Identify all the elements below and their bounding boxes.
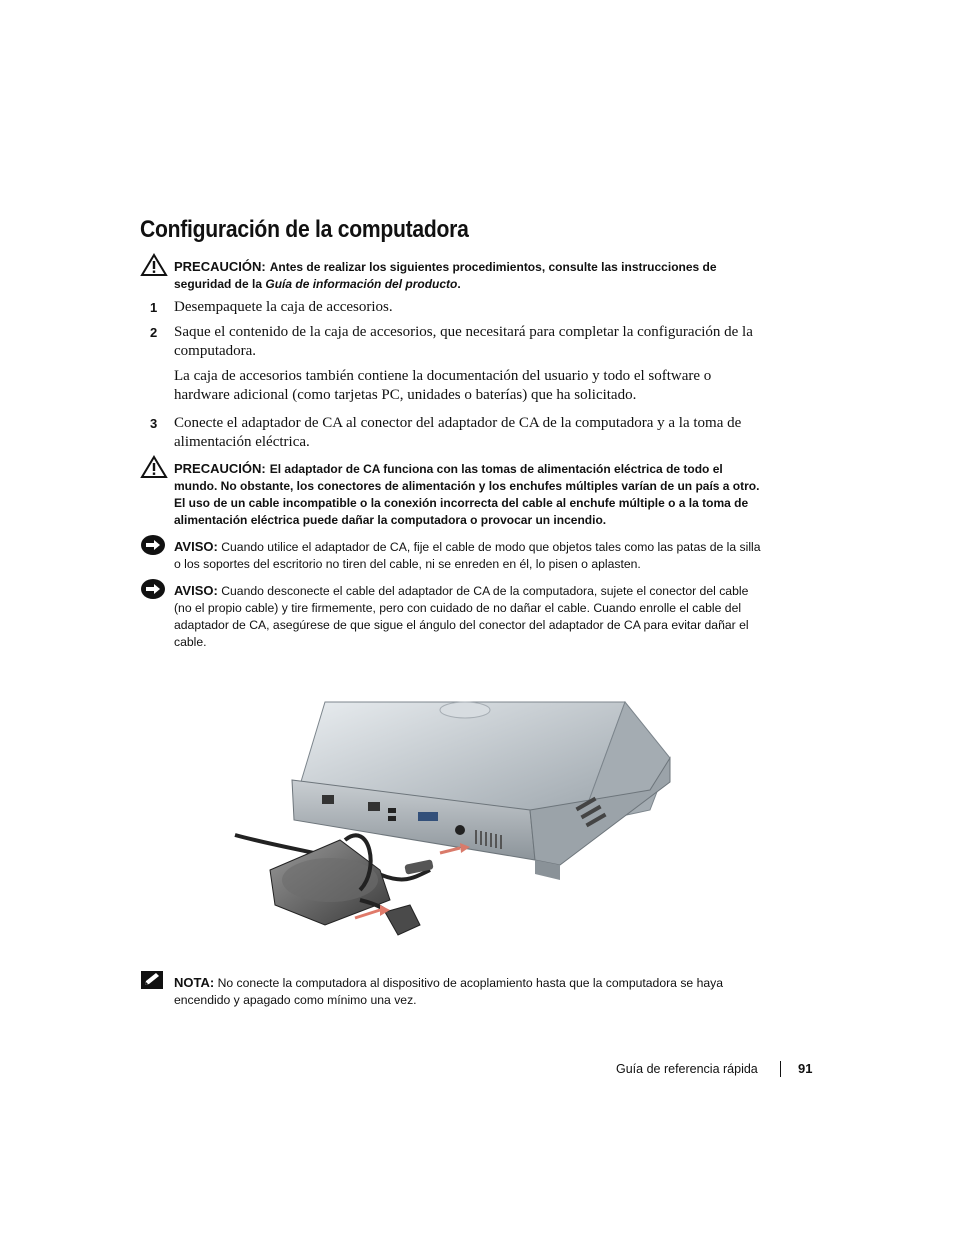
caution-text: El adaptador de CA funciona con las tomas de alimentación eléctrica de todo el mundo. No obstante, los conectores de alimentación y los enchufes múltiples varían de un país a otro. El uso de un cable incompatible o la conexión incorrecta del cable al enchufe múltiple o a la toma de alimentación eléctrica puede dañar la computadora o provocar un incendio. (174, 462, 760, 527)
caution-text: Antes de realizar los siguientes procedimientos, consulte las instrucciones de seguridad de la (174, 260, 717, 291)
caution-italic-title: Guía de información del producto (265, 277, 458, 291)
note-block (140, 970, 760, 1010)
notice-text: Cuando utilice el adaptador de CA, fije el cable de modo que objetos tales como las patas de la silla o los soportes del escritorio no tiren del cable, ni se enreden en él, lo pisen o aplasten. (174, 540, 761, 571)
note-label: NOTA: (174, 975, 215, 990)
notice-label: AVISO: (174, 539, 218, 554)
caution-block (140, 253, 760, 289)
warning-triangle-icon (140, 253, 168, 277)
note-text: No conecte la computadora al dispositivo de acoplamiento hasta que la computadora se haya encendido y apagado como mínimo una vez. (174, 976, 724, 1007)
notice-block (140, 534, 760, 574)
warning-triangle-icon (140, 455, 168, 479)
notice-text: Cuando desconecte el cable del adaptador de CA de la computadora, sujete el conector del cable (no el propio cable) y tire firmemente, pero con cuidado de no dañar el cable. Cuando enrolle el cable del adaptador de CA, asegúrese de que sigue el ángulo del conector del adaptador de CA para evitar dañar el cable. (174, 584, 749, 649)
notice-arrow-icon (140, 534, 166, 556)
step-number: 1 (150, 300, 158, 315)
step-text: Desempaquete la caja de accesorios. (174, 299, 393, 315)
caution-period: . (457, 277, 461, 291)
step-2-paragraph: La caja de accesorios también contiene la documentación del usuario y todo el software o hardware adicional (como tarjetas PC, unidades o baterías) que ha solicitado. (174, 368, 712, 403)
page-title: Configuración de la computadora (140, 216, 469, 243)
step-text: Conecte el adaptador de CA al conector del adaptador de CA de la computadora y a la toma de alimentación eléctrica. (174, 415, 742, 450)
step-number: 3 (150, 416, 158, 431)
footer-divider (780, 1061, 781, 1077)
caution-label: PRECAUCIÓN: (174, 259, 266, 274)
step-number: 2 (150, 325, 158, 340)
page-number: 91 (798, 1061, 813, 1076)
step-text: Saque el contenido de la caja de accesorios, que necesitará para completar la configuración de la computadora. (174, 324, 753, 359)
notice-block (140, 578, 760, 652)
notice-arrow-icon (140, 578, 166, 600)
footer-guide-title: Guía de referencia rápida (616, 1062, 758, 1076)
caution-label: PRECAUCIÓN: (174, 461, 266, 476)
note-pencil-icon (140, 970, 164, 990)
laptop-ac-adapter-illustration (230, 690, 680, 945)
caution-block (140, 455, 760, 531)
notice-label: AVISO: (174, 583, 218, 598)
